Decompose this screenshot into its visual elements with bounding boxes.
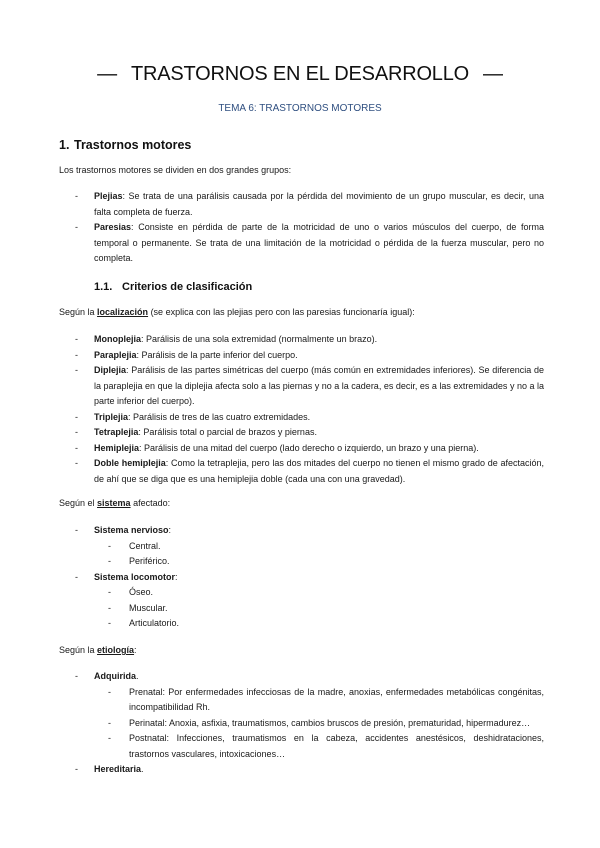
term-suffix: . <box>136 671 139 681</box>
term: Tetraplejia <box>94 427 139 437</box>
term: Doble hemiplejia <box>94 458 166 468</box>
sub-item-perinatal <box>94 716 544 732</box>
term-suffix: . <box>141 764 144 774</box>
title-text: TRASTORNOS EN EL DESARROLLO <box>130 63 470 85</box>
section-1-1-title: Criterios de clasificación <box>122 281 253 293</box>
term: Hereditaria <box>94 764 142 774</box>
sub-item <box>94 554 544 570</box>
bullet: - <box>108 556 111 566</box>
bullet: - <box>108 686 111 697</box>
bullet: - <box>75 191 78 201</box>
list-item-monoplejia <box>59 332 544 348</box>
bullet: - <box>108 587 111 597</box>
list-item-adquirida <box>59 669 544 762</box>
term: Diplejia <box>94 365 127 375</box>
sistema-intro <box>59 496 544 512</box>
list-item-plejias <box>59 189 544 220</box>
bullet: - <box>75 349 78 360</box>
description: : Parálisis de una mitad del cuerpo (lado derecho o izquierdo, un brazo y una pierna). <box>139 442 479 453</box>
section-1-title: Trastornos motores <box>74 138 192 152</box>
etiologia-intro <box>59 643 544 659</box>
bullet: - <box>75 334 78 344</box>
list-item-paraplejia <box>59 348 544 364</box>
section-1-heading <box>59 136 191 154</box>
etiologia-keyword: etiología <box>97 645 135 655</box>
sub-item <box>94 585 544 601</box>
term: Paresias <box>94 222 132 232</box>
sub-item-text: Postnatal: Infecciones, traumatismos en la cabeza, accidentes anestésicos, deshidrataciones, trastornos vasculares, intoxicaciones… <box>129 733 544 759</box>
sistema-keyword: sistema <box>97 498 131 508</box>
list-item-sistema-nervioso <box>59 523 544 570</box>
term: Plejias <box>94 191 123 201</box>
bullet: - <box>108 717 111 728</box>
term-suffix: : <box>175 571 178 582</box>
list-item-diplejia <box>59 363 544 410</box>
sub-item-text: Central. <box>129 540 161 551</box>
title-dash-left: — <box>97 63 117 85</box>
bullet: - <box>75 525 78 535</box>
term: Paraplejia <box>94 349 137 360</box>
description: : Parálisis total o parcial de brazos y piernas. <box>138 427 317 437</box>
intro-pre: Según el <box>59 498 98 508</box>
term: Adquirida <box>94 671 136 681</box>
description: : Consiste en pérdida de parte de la motricidad de uno o varios músculos del cuerpo, de forma temporal o permanente. Se trata de una limitación de la motricidad o pérdida de la fuerza muscular, pero no completa. <box>94 222 544 263</box>
term: Sistema locomotor <box>94 571 176 582</box>
sub-item <box>94 616 544 632</box>
description: : Parálisis de las partes simétricas del cuerpo (más común en extremidades inferiores). Se diferencia de la paraplejia en que la diplejia afecta solo a las piernas y no a la cadera, es decir, es a las extremidades y no a la parte inferior del cuerpo). <box>94 365 544 406</box>
term: Sistema nervioso <box>94 525 169 535</box>
bullet: - <box>108 540 111 551</box>
bullet: - <box>75 222 78 232</box>
list-item-hemiplejia <box>59 441 544 457</box>
sub-item-text: Periférico. <box>129 556 170 566</box>
description: : Parálisis de una sola extremidad (normalmente un brazo). <box>141 334 378 344</box>
intro-post: (se explica con las plejias pero con las paresias funcionaría igual): <box>148 307 415 317</box>
sub-item-text: Articulatorio. <box>129 618 180 628</box>
sistema-list <box>59 523 544 632</box>
document-subtitle: TEMA 6: TRASTORNOS MOTORES <box>218 103 382 114</box>
bullet: - <box>75 442 78 453</box>
description: : Se trata de una parálisis causada por la pérdida del movimiento de un grupo muscular, es decir, una falta completa de fuerza. <box>94 191 544 217</box>
section-1-intro: Los trastornos motores se dividen en dos grandes grupos: <box>59 165 292 175</box>
title-dash-right: — <box>483 63 503 85</box>
sub-item-text: Perinatal: Anoxia, asfixia, traumatismos, cambios bruscos de presión, prematuridad, hipermadurez… <box>129 717 531 728</box>
sub-item-prenatal <box>94 685 544 716</box>
sub-item-text: Óseo. <box>129 587 154 597</box>
sub-item <box>94 539 544 555</box>
document-title <box>0 61 600 87</box>
sub-list <box>94 539 544 570</box>
bullet: - <box>75 427 78 437</box>
intro-post: afectado: <box>130 498 171 508</box>
sub-item-text: Prenatal: Por enfermedades infecciosas de la madre, anoxias, enfermedades metabólicas congénitas, incompatibilidad Rh. <box>129 686 544 712</box>
section-1-1-number: 1.1. <box>94 281 113 293</box>
list-item-paresias <box>59 220 544 267</box>
bullet: - <box>75 571 78 582</box>
bullet: - <box>75 411 78 422</box>
localizacion-intro <box>59 305 544 321</box>
description: : Parálisis de tres de las cuatro extremidades. <box>128 411 311 422</box>
section-1-1-heading <box>94 279 252 295</box>
list-item-sistema-locomotor <box>59 570 544 632</box>
section-1-number: 1. <box>59 138 70 152</box>
bullet: - <box>75 764 78 774</box>
term: Monoplejia <box>94 334 141 344</box>
bullet: - <box>108 733 111 743</box>
bullet: - <box>108 602 111 613</box>
sub-item-postnatal <box>94 731 544 762</box>
sub-item <box>94 601 544 617</box>
motor-disorders-list <box>59 189 544 267</box>
bullet: - <box>75 671 78 681</box>
bullet: - <box>75 365 78 375</box>
term: Triplejia <box>94 411 129 422</box>
description: : Parálisis de la parte inferior del cuerpo. <box>136 349 298 360</box>
term-suffix: : <box>168 525 172 535</box>
term: Hemiplejia <box>94 442 140 453</box>
bullet: - <box>108 618 111 628</box>
etiologia-list <box>59 669 544 778</box>
intro-post: : <box>134 645 137 655</box>
list-item-doble-hemiplejia <box>59 456 544 487</box>
localizacion-list <box>59 332 544 487</box>
sub-list <box>94 585 544 632</box>
list-item-triplejia <box>59 410 544 426</box>
intro-pre: Según la <box>59 645 98 655</box>
list-item-hereditaria <box>59 762 544 778</box>
sub-list <box>94 685 544 763</box>
list-item-tetraplejia <box>59 425 544 441</box>
bullet: - <box>75 458 78 468</box>
localizacion-keyword: localización <box>97 307 149 317</box>
description: : Como la tetraplejia, pero las dos mitades del cuerpo no tienen el mismo grado de afectación, de ahí que se diga que es una hemiplejia doble (cada una con una gravedad). <box>94 458 544 484</box>
sub-item-text: Muscular. <box>129 602 168 613</box>
intro-pre: Según la <box>59 307 98 317</box>
